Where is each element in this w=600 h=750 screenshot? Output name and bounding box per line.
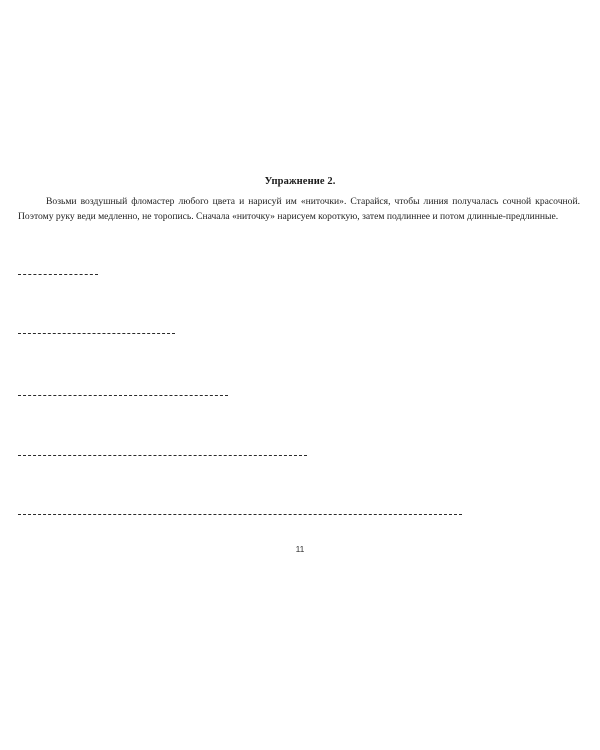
tracing-line-short [18,274,98,275]
exercise-title: Упражнение 2. [264,176,336,187]
tracing-line-medium [18,333,175,334]
tracing-line-longer [18,395,228,396]
page-number: 11 [295,544,305,554]
tracing-line-long [18,455,307,456]
tracing-line-longest [18,514,462,515]
exercise-instructions: Возьми воздушный фломастер любого цвета и нарисуй им «ниточки». Старайся, чтобы линия получалась сочной красочной. Поэтому руку веди медленно, не торопись. Сначала «ниточку» нарисуем короткую, затем подлиннее и потом длинные-предлинные. [18,196,580,222]
